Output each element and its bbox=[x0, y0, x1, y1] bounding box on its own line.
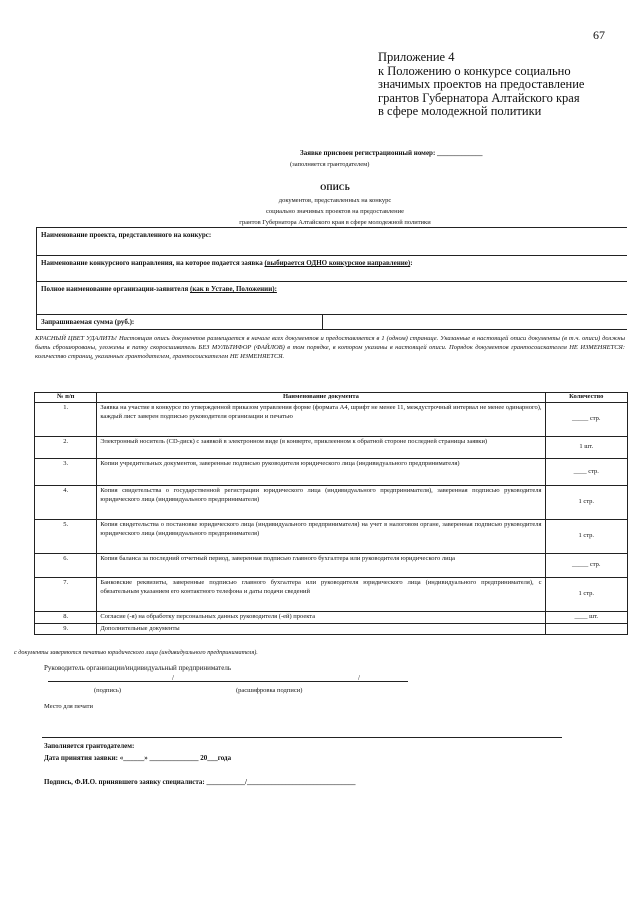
inventory-title: ОПИСЬ bbox=[320, 183, 350, 192]
row-quantity[interactable]: _____ стр. bbox=[545, 554, 628, 578]
appendix-line: в сфере молодежной политики bbox=[378, 104, 542, 118]
row-document: Согласие (-я) на обработку персональных данных руководителя (-ей) проекта bbox=[97, 612, 545, 624]
header-number: № п/п bbox=[35, 393, 97, 403]
appendix-line: значимых проектов на предоставление bbox=[378, 77, 585, 91]
row-document: Электронный носитель (CD-диск) с заявкой в электронном виде (в конверте, приклеенном к обратной стороне последней страницы заявки) bbox=[97, 437, 545, 459]
signature-decode-label: (расшифровка подписи) bbox=[236, 687, 303, 694]
row-number: 7. bbox=[35, 578, 97, 612]
row-quantity[interactable]: _____ стр. bbox=[545, 403, 628, 437]
row-quantity[interactable]: 1 стр. bbox=[545, 578, 628, 612]
signature-line[interactable] bbox=[48, 681, 408, 682]
row-number: 9. bbox=[35, 623, 97, 635]
registration-note: (заполняется грантодателем) bbox=[290, 161, 370, 168]
application-fields bbox=[36, 227, 627, 330]
row-document: Заявка на участие в конкурсе по утвержденной приказом управления форме (формата А4, шрифт не менее 11, междустрочный интервал не менее одинарного), каждый лист заверен подписью руководителя организации и печатью bbox=[97, 403, 545, 437]
inventory-subtitle bbox=[0, 196, 640, 228]
table-row bbox=[35, 459, 628, 486]
row-number: 4. bbox=[35, 486, 97, 520]
footnote: с документы заверяются печатью юридического лица (индивидуального предпринимателя). bbox=[14, 649, 258, 656]
field-label-underlined: (как в Уставе, Положении): bbox=[189, 285, 277, 293]
field-competition-direction[interactable] bbox=[37, 256, 627, 282]
signature-label: (подпись) bbox=[94, 687, 121, 694]
subtitle-line: социально значимых проектов на предоставление bbox=[266, 207, 404, 215]
signature-head-label: Руководитель организации/индивидуальный предприниматель bbox=[44, 664, 232, 672]
row-document: Дополнительные документы bbox=[97, 623, 545, 635]
row-number: 5. bbox=[35, 520, 97, 554]
field-label-underlined: (выбирается ОДНО конкурсное направление) bbox=[264, 259, 411, 267]
signature-slash: / bbox=[358, 674, 360, 682]
grantor-filled-label: Заполняется грантодателем: bbox=[44, 742, 135, 750]
row-document: Копия свидетельства о государственной регистрации юридического лица (индивидуального предпринимателя), заверенная подписью руководителя юридического лица (индивидуального предпринимателя) bbox=[97, 486, 545, 520]
table-row bbox=[35, 403, 628, 437]
row-document: Копия свидетельства о постановке юридического лица (индивидуального предпринимателя) на учет в налоговом органе, заверенная подписью руководителя юридического лица (индивидуального предпринимателя) bbox=[97, 520, 545, 554]
page-number: 67 bbox=[593, 28, 605, 42]
documents-table bbox=[34, 392, 628, 635]
table-row bbox=[35, 623, 628, 635]
table-row bbox=[35, 612, 628, 624]
field-label-tail: : bbox=[410, 259, 413, 267]
row-quantity[interactable]: ____ стр. bbox=[545, 459, 628, 486]
field-label: Полное наименование организации-заявителя bbox=[41, 285, 190, 293]
row-document: Копия баланса за последний отчетный период, заверенная подписью главного бухгалтера или руководителя юридического лица bbox=[97, 554, 545, 578]
signature-slash: / bbox=[172, 674, 174, 682]
row-quantity[interactable] bbox=[545, 623, 628, 635]
specialist-signature-line[interactable]: Подпись, Ф.И.О. принявшего заявку специалиста: ___________/_______________________________ bbox=[44, 778, 356, 786]
table-row bbox=[35, 520, 628, 554]
row-number: 8. bbox=[35, 612, 97, 624]
appendix-line: грантов Губернатора Алтайского края bbox=[378, 90, 580, 105]
table-row bbox=[35, 578, 628, 612]
stamp-place-label: Место для печати bbox=[44, 703, 93, 710]
acceptance-date-line[interactable]: Дата принятия заявки: «______» ______________ 20___года bbox=[44, 754, 232, 762]
field-label: Наименование конкурсного направления, на которое подается заявка bbox=[41, 259, 265, 267]
header-document: Наименование документа bbox=[97, 393, 545, 403]
table-header-row bbox=[35, 393, 628, 403]
field-requested-amount[interactable] bbox=[37, 315, 627, 330]
field-label: Наименование проекта, представленного на конкурс: bbox=[41, 231, 212, 239]
row-quantity[interactable]: ____ шт. bbox=[545, 612, 628, 624]
row-quantity[interactable]: 1 стр. bbox=[545, 486, 628, 520]
row-quantity[interactable]: 1 стр. bbox=[545, 520, 628, 554]
table-row bbox=[35, 554, 628, 578]
appendix-header bbox=[378, 51, 633, 119]
table-row bbox=[35, 437, 628, 459]
registration-number-line: Заявке присвоен регистрационный номер: _____________ bbox=[300, 149, 483, 157]
red-color-instruction: КРАСНЫЙ ЦВЕТ УДАЛИТЬ! Настоящая опись документов размещается в начале всех документов и предоставляется в 1 (одном) странице. Указанные в настоящей описи документы (в т.ч. описи) должны быть сброшюрованы, уложены в папку скоросшиватель БЕЗ МУЛЬТИФОР (ФАЙЛОВ) в том порядке, в котором указаны в настоящей описи. Порядок документов грантосоискателем НЕ ИЗМЕНЯЕТСЯ: количество страниц, указанных грантодателем, грантосоискателем НЕ ИЗМЕНЯЕТСЯ. bbox=[35, 335, 625, 361]
field-label: Запрашиваемая сумма (руб.): bbox=[41, 318, 135, 326]
row-document: Копии учредительных документов, заверенные подписью руководителя юридического лица (индивидуального предпринимателя) bbox=[97, 459, 545, 486]
appendix-line: к Положению о конкурсе социально bbox=[378, 63, 571, 78]
appendix-line: Приложение 4 bbox=[378, 50, 455, 64]
row-quantity[interactable]: 1 шт. bbox=[545, 437, 628, 459]
row-number: 2. bbox=[35, 437, 97, 459]
row-number: 1. bbox=[35, 403, 97, 437]
subtitle-line: грантов Губернатора Алтайского края в сфере молодежной политики bbox=[239, 218, 431, 226]
row-number: 3. bbox=[35, 459, 97, 486]
row-document: Банковские реквизиты, заверенные подписью главного бухгалтера или руководителя юридического лица (индивидуального предпринимателя), с обязательным указанием его контактного телефона и даты подачи сведений bbox=[97, 578, 545, 612]
field-organization-name[interactable] bbox=[37, 282, 627, 315]
subtitle-line: документов, представленных на конкурс bbox=[278, 197, 392, 204]
field-project-name[interactable] bbox=[37, 228, 627, 256]
header-quantity: Количество bbox=[545, 393, 628, 403]
row-number: 6. bbox=[35, 554, 97, 578]
section-divider bbox=[42, 737, 562, 738]
table-row bbox=[35, 486, 628, 520]
